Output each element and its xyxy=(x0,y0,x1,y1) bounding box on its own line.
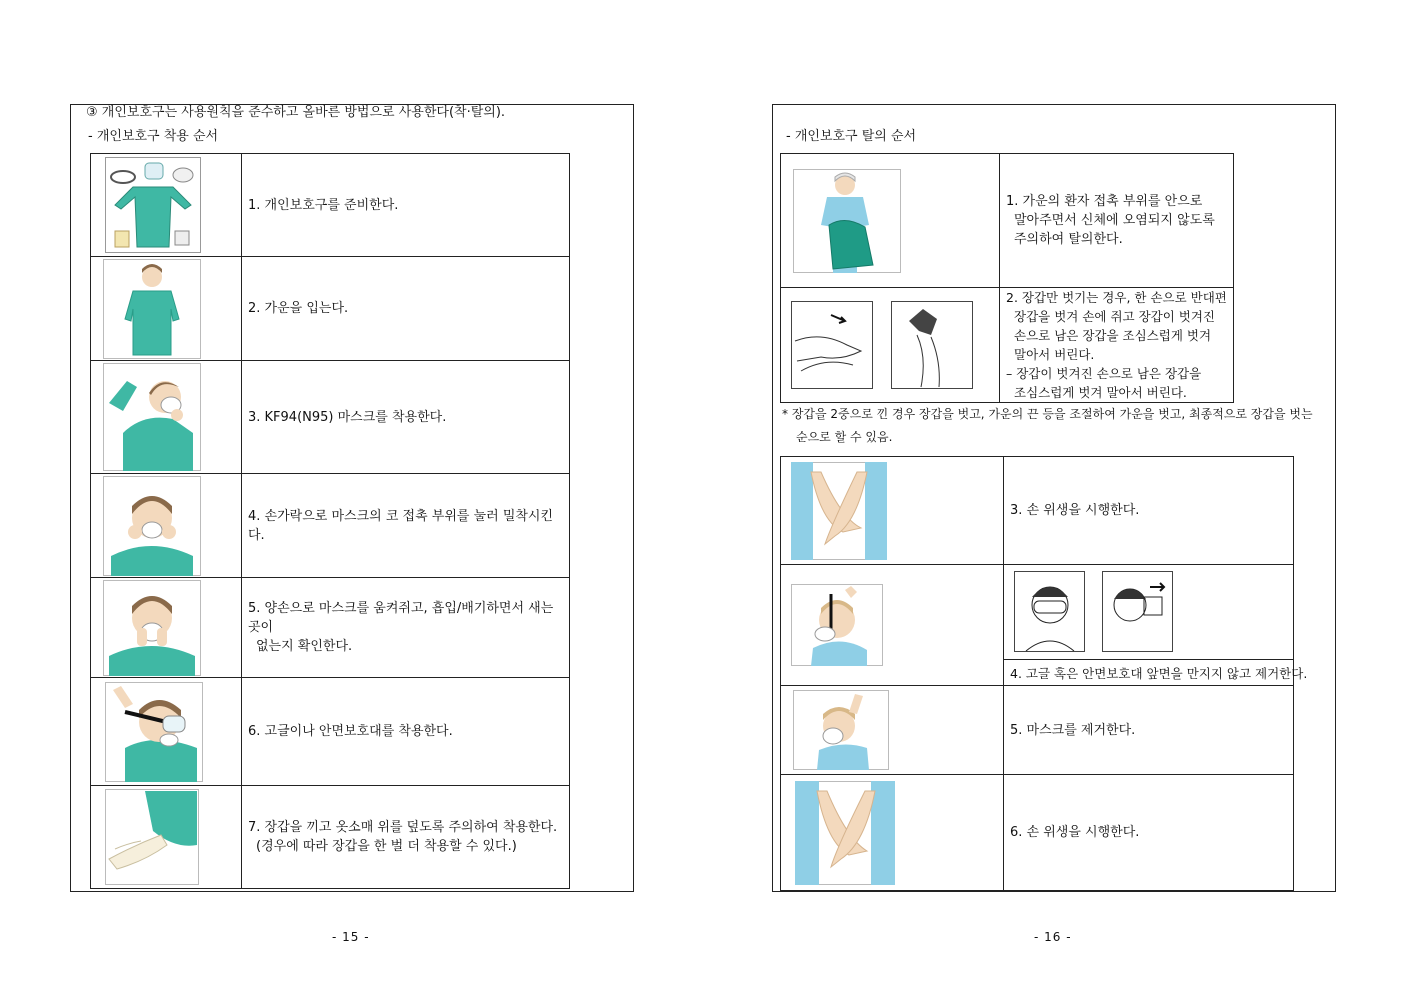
doffing-step-row xyxy=(781,775,1294,891)
doffing-step-1-line1: 1. 가운의 환자 접촉 부위를 안으로 xyxy=(1006,194,1203,209)
putting-mask-illustration xyxy=(91,361,242,474)
wearing-goggles-illustration xyxy=(91,678,242,786)
doffing-step-1-line3: 주의하여 탈의한다. xyxy=(1014,232,1123,247)
donning-step-text-line1: 7. 장갑을 끼고 옷소매 위를 덮도록 주의하여 착용한다. xyxy=(248,820,558,835)
doffing-order-subheading: - 개인보호구 탈의 순서 xyxy=(786,129,917,144)
donning-step-text: 4. 손가락으로 마스크의 코 접촉 부위를 눌러 밀착시킨다. xyxy=(242,474,570,578)
donning-steps-table xyxy=(90,153,570,889)
doffing-steps-table-bottom xyxy=(780,456,1308,891)
wearing-gloves-illustration xyxy=(91,786,242,889)
removing-goggles-illustration xyxy=(781,565,1004,686)
doffing-step-2-line2: 장갑을 벗겨 손에 쥐고 장갑이 벗겨진 xyxy=(1014,309,1215,324)
page-number-left: - 15 - xyxy=(332,930,370,944)
donning-step-text xyxy=(242,786,570,889)
doffing-step-2-line1: 2. 장갑만 벗기는 경우, 한 손으로 반대편 xyxy=(1006,290,1227,305)
removing-mask-illustration xyxy=(781,686,1004,775)
donning-step-text: 3. KF94(N95) 마스크를 착용한다. xyxy=(242,361,570,474)
doffing-step-text: 4. 고글 혹은 안면보호대 앞면을 만지지 않고 제거한다. xyxy=(1004,659,1293,685)
hand-hygiene-illustration xyxy=(781,457,1004,565)
doffing-step-row xyxy=(781,686,1294,775)
left-page-heading: ③ 개인보호구는 사용원칙을 준수하고 올바른 방법으로 사용한다(착·탈의). xyxy=(86,105,506,120)
donning-step-row xyxy=(91,474,570,578)
donning-order-subheading: - 개인보호구 착용 순서 xyxy=(88,129,219,144)
doffing-step-row xyxy=(781,565,1294,686)
doffing-step-text: 5. 마스크를 제거한다. xyxy=(1004,686,1294,775)
donning-step-row xyxy=(91,578,570,678)
hand-hygiene-illustration xyxy=(781,775,1004,891)
doffing-step-cell xyxy=(1004,565,1308,686)
donning-step-text: 1. 개인보호구를 준비한다. xyxy=(242,154,570,257)
doffing-step-2-line5: – 장갑이 벗겨진 손으로 남은 장갑을 xyxy=(1006,366,1202,381)
donning-step-row xyxy=(91,361,570,474)
donning-step-row xyxy=(91,786,570,889)
donning-step-text: 2. 가운을 입는다. xyxy=(242,257,570,361)
donning-step-row xyxy=(91,154,570,257)
double-glove-note-line2: 순으로 할 수 있음. xyxy=(796,430,893,444)
wearing-gown-illustration xyxy=(91,257,242,361)
doffing-step-row xyxy=(781,288,1234,403)
doffing-step-text: 6. 손 위생을 시행한다. xyxy=(1004,775,1294,891)
doffing-step-2-line6: 조심스럽게 벗겨 말아서 버린다. xyxy=(1014,385,1187,400)
donning-step-row xyxy=(91,678,570,786)
doffing-step-2-line3: 손으로 남은 장갑을 조심스럽게 벗겨 xyxy=(1014,328,1212,343)
doffing-step-2-line4: 말아서 버린다. xyxy=(1014,347,1095,362)
seal-check-illustration xyxy=(91,578,242,678)
removing-goggles-drawing xyxy=(1014,571,1184,653)
donning-step-text-line2: (경우에 따라 장갑을 한 벌 더 착용할 수 있다.) xyxy=(256,839,517,854)
donning-step-text xyxy=(242,578,570,678)
double-glove-note-line1: * 장갑을 2중으로 낀 경우 장갑을 벗고, 가운의 끈 등을 조절하여 가운을 벗고, 최종적으로 장갑을 벗는 xyxy=(782,407,1313,421)
doffing-step-row xyxy=(781,154,1234,288)
doffing-step-text: 3. 손 위생을 시행한다. xyxy=(1004,457,1294,565)
doffing-steps-table-top xyxy=(780,153,1234,403)
pressing-nose-clip-illustration xyxy=(91,474,242,578)
donning-step-text: 6. 고글이나 안면보호대를 착용한다. xyxy=(242,678,570,786)
doffing-step-1-line2: 말아주면서 신체에 오염되지 않도록 xyxy=(1014,213,1215,228)
donning-step-text-line2: 없는지 확인한다. xyxy=(256,639,353,654)
page-number-right: - 16 - xyxy=(1034,930,1072,944)
removing-gloves-illustration xyxy=(781,288,1000,403)
doffing-step-text xyxy=(1000,288,1234,403)
doffing-step-text xyxy=(1000,154,1234,288)
donning-step-text-line1: 5. 양손으로 마스크를 움켜쥐고, 흡입/배기하면서 새는 곳이 xyxy=(248,601,554,635)
doffing-step-row xyxy=(781,457,1294,565)
removing-gown-illustration xyxy=(781,154,1000,288)
ppe-kit-illustration xyxy=(91,154,242,257)
donning-step-row xyxy=(91,257,570,361)
